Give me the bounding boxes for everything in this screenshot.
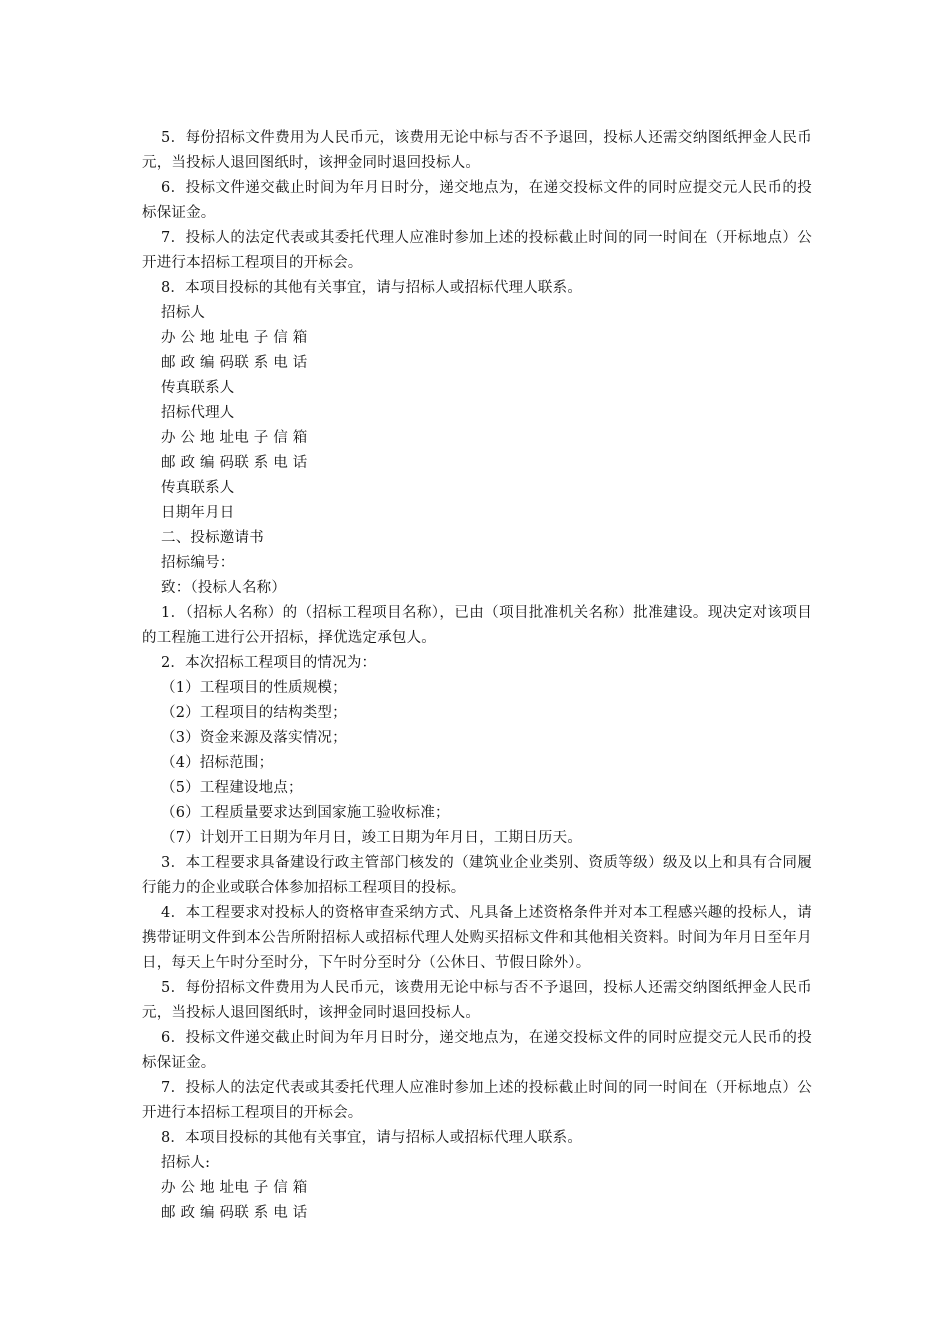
paragraph: 邮 政 编 码联 系 电 话 [161, 455, 308, 471]
paragraph: 邮 政 编 码联 系 电 话 [161, 1205, 308, 1221]
paragraph: （5）工程建设地点； [161, 780, 303, 796]
paragraph: 3．本工程要求具备建设行政主管部门核发的（建筑业企业类别、资质等级）级及以上和具有合同履行能力的企业或联合体参加招标工程项目的投标。 [142, 855, 812, 896]
paragraph: 招标代理人 [161, 405, 235, 421]
paragraph: （3）资金来源及落实情况； [161, 730, 347, 746]
paragraph: 7．投标人的法定代表或其委托代理人应准时参加上述的投标截止时间的同一时间在（开标地点）公开进行本招标工程项目的开标会。 [142, 1080, 812, 1121]
paragraph: 办 公 地 址电 子 信 箱 [161, 330, 308, 346]
paragraph: （1）工程项目的性质规模； [161, 680, 347, 696]
paragraph: 6．投标文件递交截止时间为年月日时分，递交地点为，在递交投标文件的同时应提交元人民币的投标保证金。 [142, 180, 812, 221]
paragraph: 传真联系人 [161, 480, 235, 496]
paragraph: （6）工程质量要求达到国家施工验收标准； [161, 805, 450, 821]
paragraph: 招标人 [161, 305, 206, 321]
paragraph: 5．每份招标文件费用为人民币元，该费用无论中标与否不予退回，投标人还需交纳图纸押金人民币元，当投标人退回图纸时，该押金同时退回投标人。 [142, 980, 812, 1021]
paragraph: 8．本项目投标的其他有关事宜，请与招标人或招标代理人联系。 [161, 280, 583, 296]
section-heading: 二、投标邀请书 [161, 530, 264, 546]
paragraph: 日期年月日 [161, 505, 235, 521]
paragraph: 1．（招标人名称）的（招标工程项目名称），已由（项目批准机关名称）批准建设。现决定对该项目的工程施工进行公开招标，择优选定承包人。 [142, 605, 812, 646]
paragraph: 办 公 地 址电 子 信 箱 [161, 430, 308, 446]
document-body [142, 126, 812, 1226]
paragraph: 7．投标人的法定代表或其委托代理人应准时参加上述的投标截止时间的同一时间在（开标地点）公开进行本招标工程项目的开标会。 [142, 230, 812, 271]
paragraph: 招标编号： [161, 555, 235, 571]
paragraph: 致：（投标人名称） [161, 580, 287, 596]
paragraph: （7）计划开工日期为年月日，竣工日期为年月日，工期日历天。 [161, 830, 583, 846]
paragraph: （4）招标范围； [161, 755, 274, 771]
paragraph: 2．本次招标工程项目的情况为： [161, 655, 377, 671]
paragraph: 5．每份招标文件费用为人民币元，该费用无论中标与否不予退回，投标人还需交纳图纸押金人民币元，当投标人退回图纸时，该押金同时退回投标人。 [142, 130, 812, 171]
paragraph: 8．本项目投标的其他有关事宜，请与招标人或招标代理人联系。 [161, 1130, 583, 1146]
paragraph: 办 公 地 址电 子 信 箱 [161, 1180, 308, 1196]
paragraph: 6．投标文件递交截止时间为年月日时分，递交地点为，在递交投标文件的同时应提交元人民币的投标保证金。 [142, 1030, 812, 1071]
paragraph: （2）工程项目的结构类型； [161, 705, 347, 721]
paragraph: 邮 政 编 码联 系 电 话 [161, 355, 308, 371]
paragraph: 传真联系人 [161, 380, 235, 396]
paragraph: 4．本工程要求对投标人的资格审查采纳方式、凡具备上述资格条件并对本工程感兴趣的投标人，请携带证明文件到本公告所附招标人或招标代理人处购买招标文件和其他相关资料。时间为年月日至年月日，每天上午时分至时分，下午时分至时分（公休日、节假日除外）。 [142, 905, 812, 971]
paragraph: 招标人: [161, 1155, 211, 1171]
